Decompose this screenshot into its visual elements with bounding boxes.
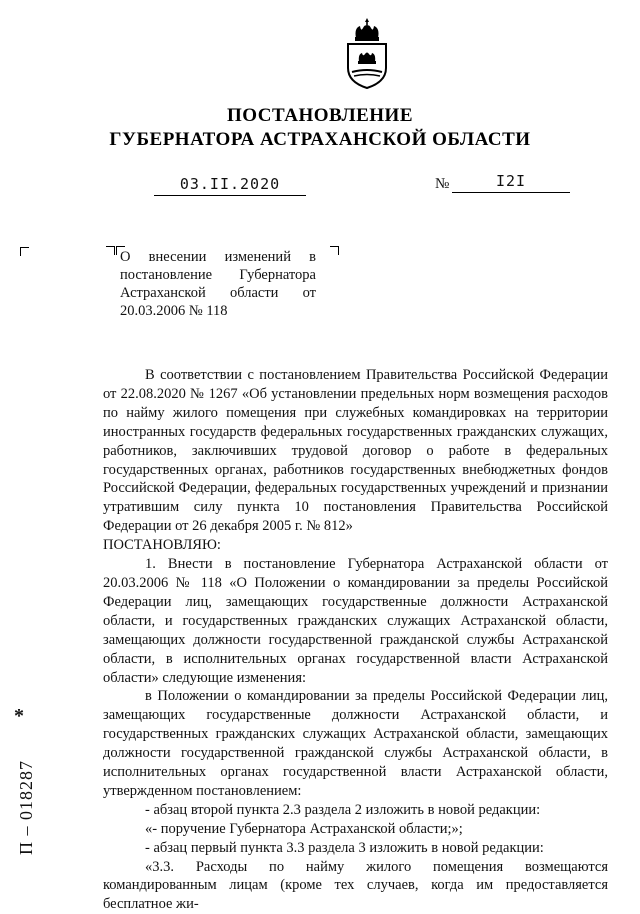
corner-mark-subject-right (330, 246, 339, 255)
document-date: 03.II.2020 (154, 175, 306, 196)
body-paragraph-amend2-text: «3.3. Расходы по найму жилого помещения возмещаются командированным лицам (кроме тех случаев, когда им предоставляется бесплатное жи- (103, 858, 608, 913)
document-title-line2: ГУБЕРНАТОРА АСТРАХАНСКОЙ ОБЛАСТИ (109, 129, 531, 150)
body-paragraph-item1: 1. Внести в постановление Губернатора Астраханской области от 20.03.2006 № 118 «О Положении о командировании за пределы Российской Федерации лиц, замещающих государственные должности Астраханской области, и государственных гражданских служащих Астраханской области, замещающих должности государственной гражданской службы Астраханской области, в исполнительных органах государственной власти Астраханской области» следующие изменения: (103, 556, 608, 686)
body-paragraph-regulation: в Положении о командировании за пределы Российской Федерации лиц, замещающих государственные должности Астраханской области, и государственных гражданских служащих Астраханской области, замещающих должности государственной гражданской службы Астраханской области, в исполнительных органах государственной власти Астраханской области, утвержденном постановлением: (103, 688, 608, 799)
corner-mark-left (20, 247, 29, 256)
side-serial-number: П – 018287 (16, 760, 36, 855)
side-star-mark: * (14, 705, 24, 727)
coat-of-arms-emblem (338, 16, 396, 90)
document-number: I2I (452, 172, 570, 193)
document-title-line1: ПОСТАНОВЛЕНИЕ (226, 105, 414, 126)
body-paragraph-resolve: ПОСТАНОВЛЯЮ: (103, 537, 221, 554)
body-paragraph-amend2: - абзац первый пункта 3.3 раздела 3 изложить в новой редакции: (145, 839, 544, 856)
body-paragraph-preamble: В соответствии с постановлением Правительства Российской Федерации от 22.08.2020 № 1267 «Об установлении предельных норм возмещения расходов по найму жилого помещения при служебных командировках на территории иностранных государств федеральных государственных гражданских служащих, работников, заключивших трудовой договор о работе в федеральных государственных органах, работников государственных внебюджетных фондов Российской Федерации, федеральных государственных учреждений и признании утратившим силу пункта 10 постановления Правительства Российской Федерации от 26 декабря 2005 г. № 812» (103, 367, 608, 535)
document-subject: О внесении изменений в постановление Губернатора Астраханской области от 20.03.2006 № 118 (120, 249, 316, 319)
body-paragraph-amend1: - абзац второй пункта 2.3 раздела 2 изложить в новой редакции: (145, 801, 541, 818)
body-paragraph-amend1-text: «- поручение Губернатора Астраханской области;»; (145, 820, 463, 837)
corner-mark-subject-left-a (106, 246, 115, 255)
number-sign: № (435, 176, 450, 192)
document-body (103, 366, 608, 914)
side-serial (8, 705, 48, 855)
